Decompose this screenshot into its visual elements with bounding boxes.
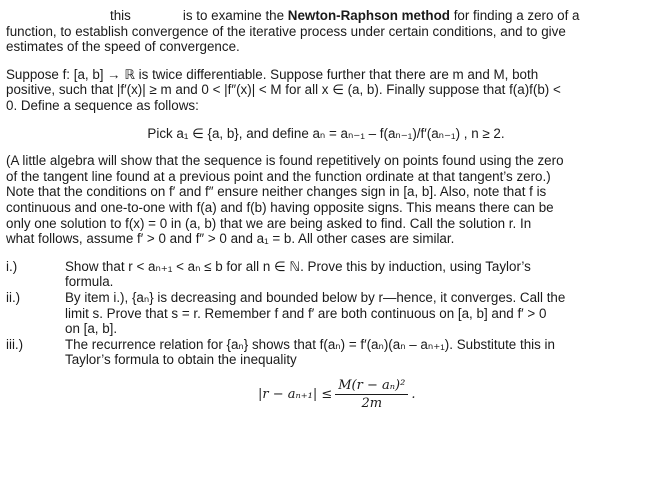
item-number: ii.) xyxy=(6,289,21,305)
exercise-list xyxy=(6,259,646,368)
intro-line-2: function, to establish convergence of the iterative process under certain conditions, and to give xyxy=(6,23,566,39)
remarks-line-1: (A little algebra will show that the sequence is found repetitively on points found using the zero xyxy=(6,153,564,169)
assumptions-line-2: positive, such that |f′(x)| ≥ m and 0 < |f″(x)| < M for all x ∈ (a, b). Finally suppose that f(a)f(b) < xyxy=(6,82,561,98)
intro-line-3: estimates of the speed of convergence. xyxy=(6,39,240,55)
error-bound-formula xyxy=(258,378,646,412)
method-name: Newton-Raphson method xyxy=(287,8,450,23)
remarks-paragraph xyxy=(6,153,646,247)
intro-word: this xyxy=(110,8,131,23)
remarks-line-4: continuous and one-to-one with f(a) and f(b) having opposite signs. This means there can be xyxy=(6,199,554,215)
item-line: formula. xyxy=(65,274,114,290)
list-item xyxy=(6,259,646,290)
list-item xyxy=(6,290,646,337)
assumptions-paragraph xyxy=(6,67,646,114)
item-line: Show that r < aₙ₊₁ < aₙ ≤ b for all n ∈ ℕ. Prove this by induction, using Taylor’s xyxy=(65,258,531,274)
sequence-definition: Pick a₁ ∈ {a, b}, and define aₙ = aₙ₋₁ – f(aₙ₋₁)/f′(aₙ₋₁) , n ≥ 2. xyxy=(147,125,505,141)
intro-text: is to examine the xyxy=(182,8,288,23)
remarks-line-2: of the tangent line found at a previous point and the function ordinate at that tangent’s zero.) xyxy=(6,168,551,184)
formula-lhs: |r − aₙ₊₁| ≤ xyxy=(258,387,333,403)
remarks-line-6: what follows, assume f′ > 0 and f″ > 0 and a₁ = b. All other cases are similar. xyxy=(6,231,455,247)
assumptions-line-1: Suppose f: [a, b] → ℝ is twice differentiable. Suppose further that there are m and M, both xyxy=(6,66,539,82)
item-line: on [a, b]. xyxy=(65,321,118,337)
item-number: i.) xyxy=(6,258,18,274)
item-number: iii.) xyxy=(6,336,24,352)
list-item xyxy=(6,337,646,368)
document-body xyxy=(6,8,646,412)
item-line: Taylor’s formula to obtain the inequality xyxy=(65,352,297,368)
remarks-line-3: Note that the conditions on f′ and f″ ensure neither changes sign in [a, b]. Also, note that f is xyxy=(6,184,547,200)
item-line: The recurrence relation for {aₙ} shows that f(aₙ) = f′(aₙ)(aₙ – aₙ₊₁). Substitute this in xyxy=(65,336,555,352)
remarks-line-5: only one solution to f(x) = 0 in (a, b) that we are being asked to find. Call the solution r. In xyxy=(6,215,532,231)
formula-fraction xyxy=(335,378,408,412)
assumptions-line-3: 0. Define a sequence as follows: xyxy=(6,97,199,113)
item-line: limit s. Prove that s = r. Remember f and f′ are both continuous on [a, b] and f′ > 0 xyxy=(65,305,547,321)
formula-numerator: M(r − aₙ)² xyxy=(335,378,408,396)
formula-end: . xyxy=(411,387,416,403)
intro-paragraph xyxy=(6,8,646,55)
item-line: By item i.), {aₙ} is decreasing and bounded below by r—hence, it converges. Call the xyxy=(65,289,566,305)
intro-rest: for finding a zero of a xyxy=(449,8,580,23)
formula-denominator: 2m xyxy=(361,396,383,412)
